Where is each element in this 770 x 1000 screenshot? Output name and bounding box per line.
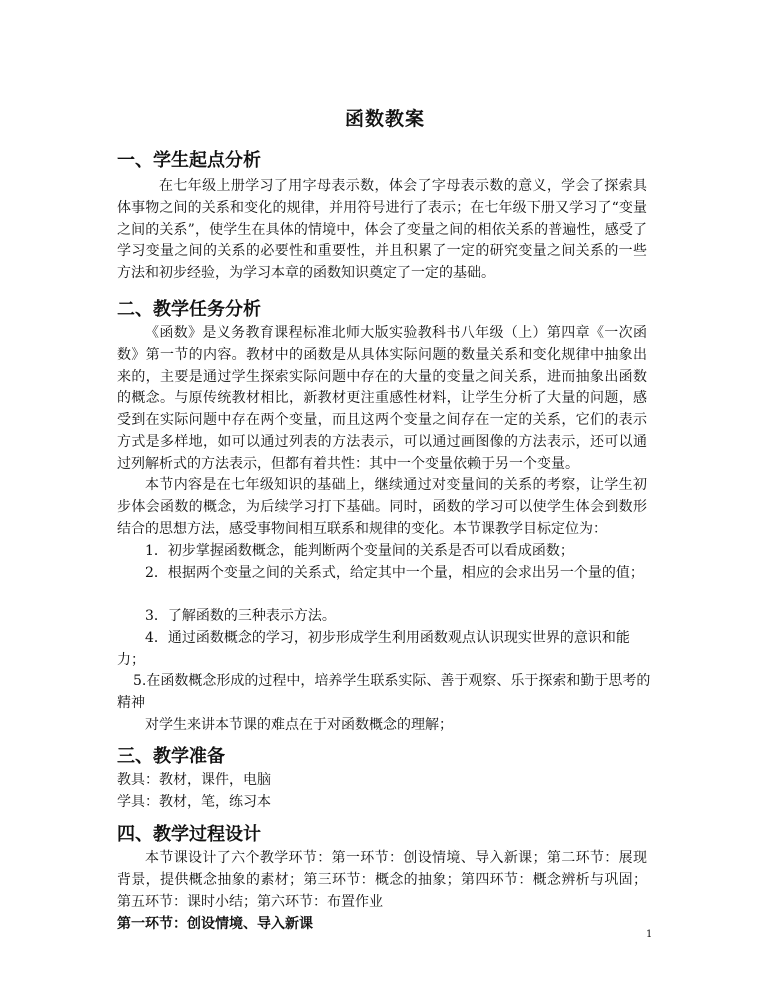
- task-analysis-paragraph-1: 《函数》是义务教育课程标准北师大版实验教科书八年级（上）第四章《一次函数》第一节的内容。教材中的函数是从具体实际问题的数量关系和变化规律中抽象出来的，主要是通过学生探索实际问题中存在的大量的变量之间关系，进而抽象出函数的概念。与原传统教材相比，新教材更注重感性材料，让学生分析了大量的问题，感受到在实际问题中存在两个变量，而且这两个变量之间存在一定的关系，它们的表示方式是多样地，如可以通过列表的方法表示，可以通过画图像的方法表示，还可以通过列解析式的方法表示，但都有着共性：其中一个变量依赖于另一个变量。: [117, 325, 647, 472]
- student-materials: 学具：教材，笔，练习本: [117, 794, 271, 810]
- section-heading-process-design: 四、教学过程设计: [117, 824, 261, 845]
- document-title: 函数教案: [344, 108, 425, 130]
- goal-item-5: 5.在函数概念形成的过程中，培养学生联系实际、善于观察、乐于探索和勤于思考的精神: [117, 673, 651, 711]
- student-analysis-paragraph: 在七年级上册学习了用字母表示数，体会了字母表示数的意义，学会了探索具体事物之间的关系和变化的规律，并用符号进行了表示；在七年级下册又学习了“变量之间的关系”，使学生在具体的情境中，体会了变量之间的相依关系的普遍性，感受了学习变量之间的关系的必要性和重要性，并且积累了一定的研究变量之间关系的一些方法和初步经验，为学习本章的函数知识奠定了一定的基础。: [117, 178, 647, 282]
- section-heading-preparation: 三、教学准备: [117, 746, 225, 767]
- page-number: 1: [646, 929, 653, 940]
- section-heading-student-analysis: 一、学生起点分析: [117, 150, 261, 171]
- task-analysis-paragraph-2: 本节内容是在七年级知识的基础上，继续通过对变量间的关系的考察，让学生初步体会函数的概念，为后续学习打下基础。同时，函数的学习可以使学生体会到数形结合的思想方法，感受事物间相互联系和规律的变化。本节课教学目标定位为：: [117, 477, 647, 537]
- section-heading-task-analysis: 二、教学任务分析: [117, 299, 261, 320]
- step-1-heading: 第一环节：创设情境、导入新课: [117, 916, 313, 932]
- process-design-paragraph: 本节课设计了六个教学环节：第一环节：创设情境、导入新课；第二环节：展现背景，提供概念抽象的素材；第三环节：概念的抽象；第四环节：概念辨析与巩固；第五环节：课时小结；第六环节：布置作业: [117, 850, 647, 910]
- difficulty-statement: 对学生来讲本节课的难点在于对函数概念的理解；: [145, 717, 453, 733]
- goal-item-3: 3．了解函数的三种表示方法。: [145, 608, 336, 624]
- goal-item-2: 2．根据两个变量之间的关系式，给定其中一个量，相应的会求出另一个量的值；: [145, 565, 644, 581]
- goal-item-1: 1．初步掌握函数概念，能判断两个变量间的关系是否可以看成函数；: [145, 543, 574, 559]
- teacher-materials: 教具：教材，课件，电脑: [117, 772, 271, 788]
- goal-item-4: 4．通过函数概念的学习，初步形成学生利用函数观点认识现实世界的意识和能力；: [117, 630, 630, 668]
